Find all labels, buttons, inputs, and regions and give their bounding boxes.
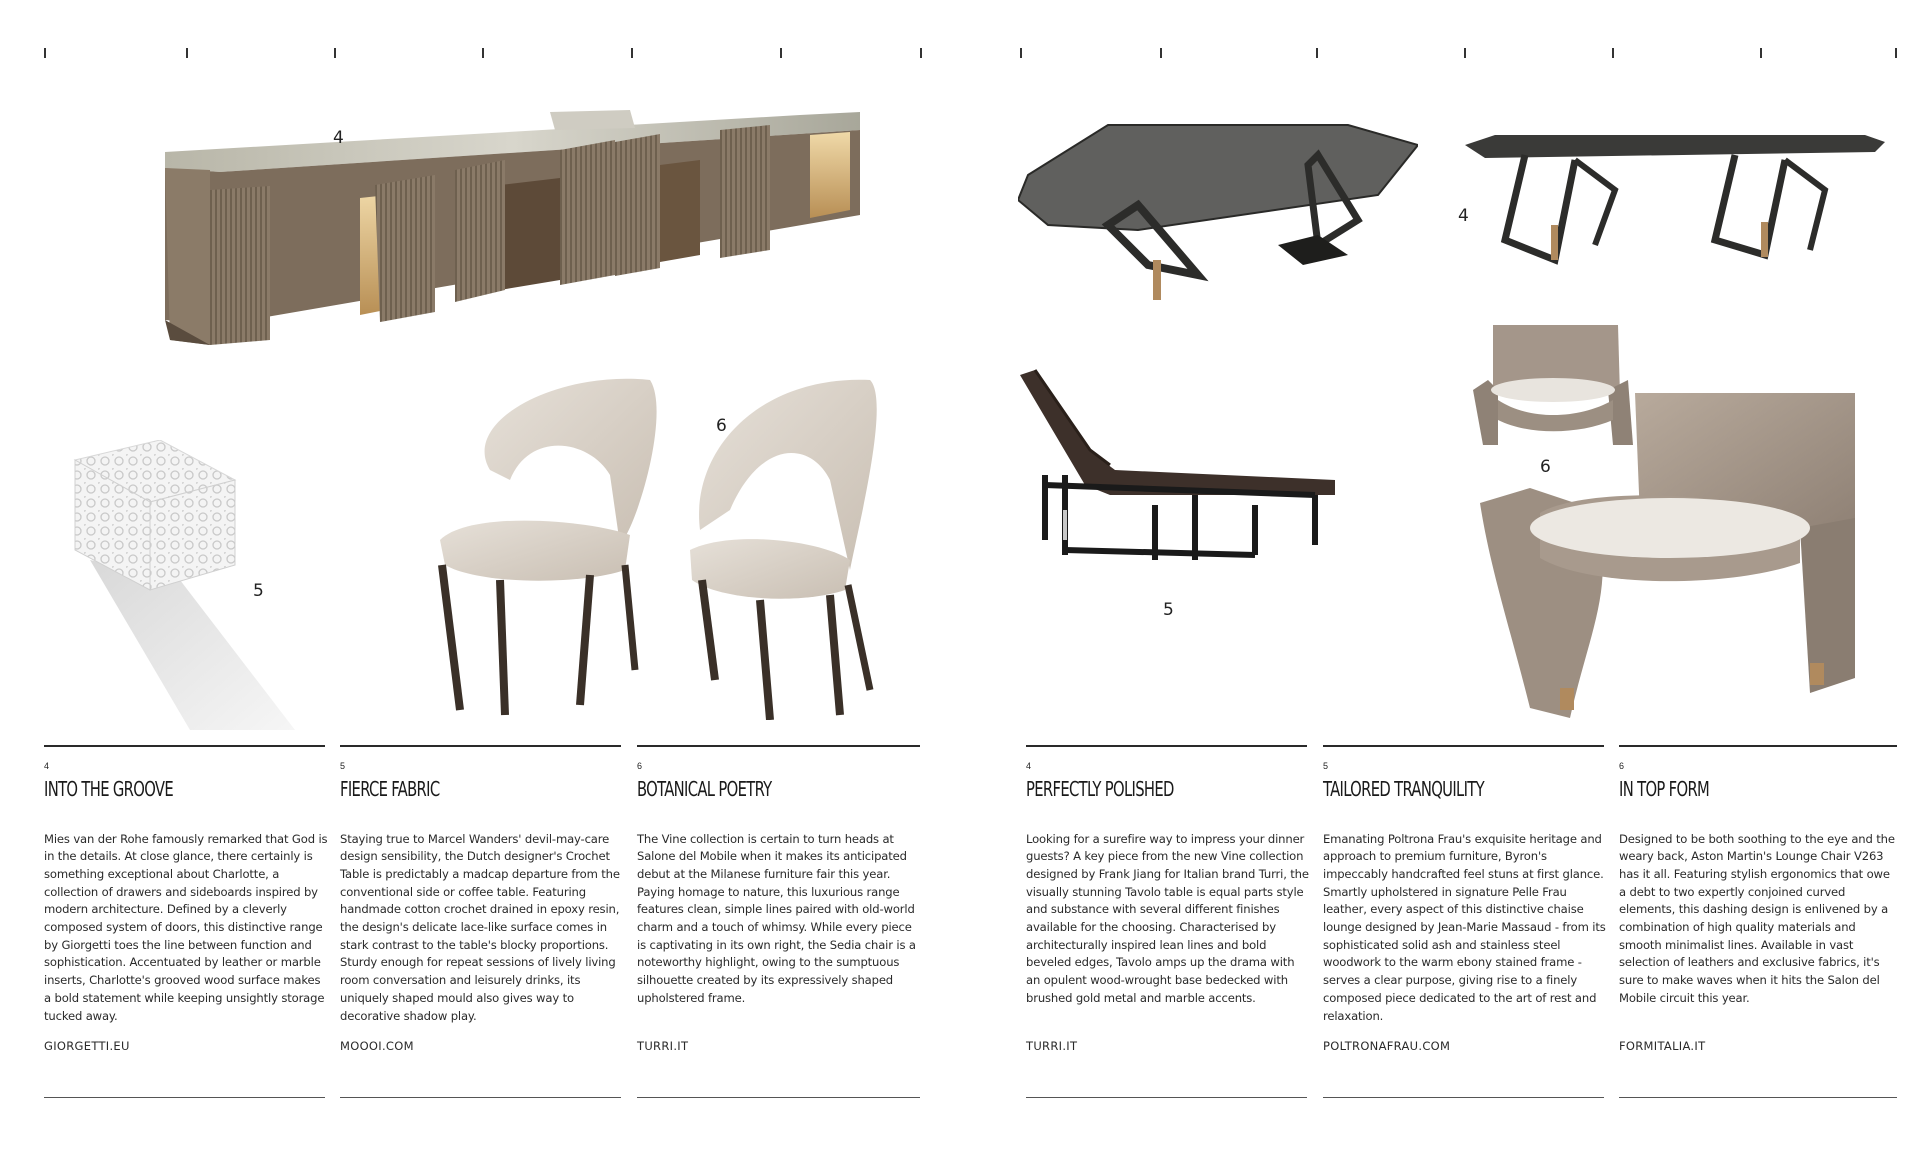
article-body: The Vine collection is certain to turn heads at Salone del Mobile when it makes its anticipated debut at the Milanese furniture fair this year. Paying homage to nature, this luxurious range features clean, simple lines paired with old-world charm and a touch of whimsy. While every piece is captivating in its own right, the Sedia chair is a noteworthy highlight, owing to the sumptuous silhouette created by its expressively shaped upholstered frame. (637, 831, 916, 1005)
article-website-link[interactable]: FORMITALIA.IT (1619, 1039, 1706, 1053)
article-index: 6 (637, 760, 643, 771)
article-index: 5 (1323, 760, 1329, 771)
column-rule (1619, 745, 1897, 747)
article-website-link[interactable]: GIORGETTI.EU (44, 1039, 130, 1053)
article-body: Mies van der Rohe famously remarked that God is in the details. At close glance, there certainly is something exceptional about Charlotte, a collection of drawers and sideboards inspired by modern architecture. Defined by a cleverly composed system of doors, this distinctive range by Giorgetti toes the line between function and sophistication. Accentuated by leather or marble inserts, Charlotte's grooved wood surface makes a bold statement while keeping unsightly storage tucked away. (44, 831, 328, 1023)
column-rule (340, 745, 621, 747)
column-rule (637, 745, 920, 747)
tavolo-table-image-2 (1465, 130, 1885, 270)
article-title: IN TOP FORM (1619, 776, 1710, 801)
article-perfectly-polished (1026, 745, 1309, 1053)
article-body: Looking for a surefire way to impress your dinner guests? A key piece from the new Vine collection designed by Frank Jiang for Italian brand Turri, the visually stunning Tavolo table is equal parts style and substance with several different finishes available for the choosing. Characterised by architecturally inspired lean lines and bold beveled edges, Tavolo amps up the drama with an opulent wood-wrought base bedecked with brushed gold metal and marble accents. (1026, 831, 1309, 1005)
article-index: 5 (340, 760, 346, 771)
article-fierce-fabric (340, 745, 621, 1053)
article-index: 6 (1619, 760, 1625, 771)
article-in-top-form (1619, 745, 1897, 1053)
column-bottom-rule (340, 1097, 621, 1098)
column-bottom-rule (1619, 1097, 1897, 1098)
column-bottom-rule (1323, 1097, 1604, 1098)
column-rule (1323, 745, 1604, 747)
figure-number-tavolo: 4 (1458, 206, 1469, 226)
article-body: Staying true to Marcel Wanders' devil-may-care design sensibility, the Dutch designer's Crochet Table is predictably a madcap departure from the conventional side or coffee table. Featuring handmade cotton crochet drained in epoxy resin, the design's delicate lace-like surface comes in stark contrast to the table's blocky proportions. Sturdy enough for repeat sessions of lively living room conversation and leisurely drinks, its uniquely shaped mould also gives way to decorative shadow play. (340, 831, 620, 1023)
article-body: Emanating Poltrona Frau's exquisite heritage and approach to premium furniture, Byron's impeccably handcrafted feel stuns at first glance. Smartly upholstered in signature Pelle Frau leather, every aspect of this distinctive chaise lounge designed by Jean-Marie Massaud - from its sophisticated solid ash and stainless steel woodwork to the warm ebony stained frame - serves a clear purpose, giving rise to a finely composed piece dedicated to the art of rest and relaxation. (1323, 831, 1606, 1023)
article-tailored-tranquility (1323, 745, 1606, 1053)
article-website-link[interactable]: POLTRONAFRAU.COM (1323, 1039, 1451, 1053)
article-title: TAILORED TRANQUILITY (1323, 776, 1484, 801)
dining-chairs-image (430, 370, 930, 720)
column-ticks (960, 48, 1920, 60)
article-website-link[interactable]: TURRI.IT (1026, 1039, 1078, 1053)
column-bottom-rule (44, 1097, 325, 1098)
figure-number-lounge: 6 (1540, 457, 1551, 477)
figure-number-chaise: 5 (1163, 600, 1174, 620)
article-website-link[interactable]: MOOOI.COM (340, 1039, 414, 1053)
tavolo-table-image-1 (1018, 105, 1418, 305)
article-index: 4 (1026, 760, 1032, 771)
column-bottom-rule (1026, 1097, 1307, 1098)
figure-number-chairs: 6 (716, 416, 727, 436)
column-rule (1026, 745, 1307, 747)
article-website-link[interactable]: TURRI.IT (637, 1039, 689, 1053)
chaise-lounge-image (1015, 365, 1345, 565)
column-bottom-rule (637, 1097, 920, 1098)
figure-number-sideboard: 4 (333, 128, 344, 148)
column-ticks (0, 48, 960, 60)
right-page (960, 0, 1920, 1159)
article-title: PERFECTLY POLISHED (1026, 776, 1174, 801)
column-rule (44, 745, 325, 747)
article-title: BOTANICAL POETRY (637, 776, 772, 801)
article-index: 4 (44, 760, 50, 771)
article-title: FIERCE FABRIC (340, 776, 440, 801)
figure-number-crochet: 5 (253, 581, 264, 601)
article-body: Designed to be both soothing to the eye and the weary back, Aston Martin's Lounge Chair V263 has it all. Featuring stylish ergonomics that owe a debt to two expertly conjoined curved elements, this dashing design is enlivened by a combination of high quality materials and smooth minimalist lines. Available in vast selection of leathers and exclusive fabrics, it's sure to make waves when it hits the Salon del Mobile circuit this year. (1619, 831, 1895, 1005)
article-into-the-groove (44, 745, 328, 1053)
article-botanical-poetry (637, 745, 920, 1053)
lounge-chair-large-image (1470, 388, 1860, 718)
article-title: INTO THE GROOVE (44, 776, 173, 801)
